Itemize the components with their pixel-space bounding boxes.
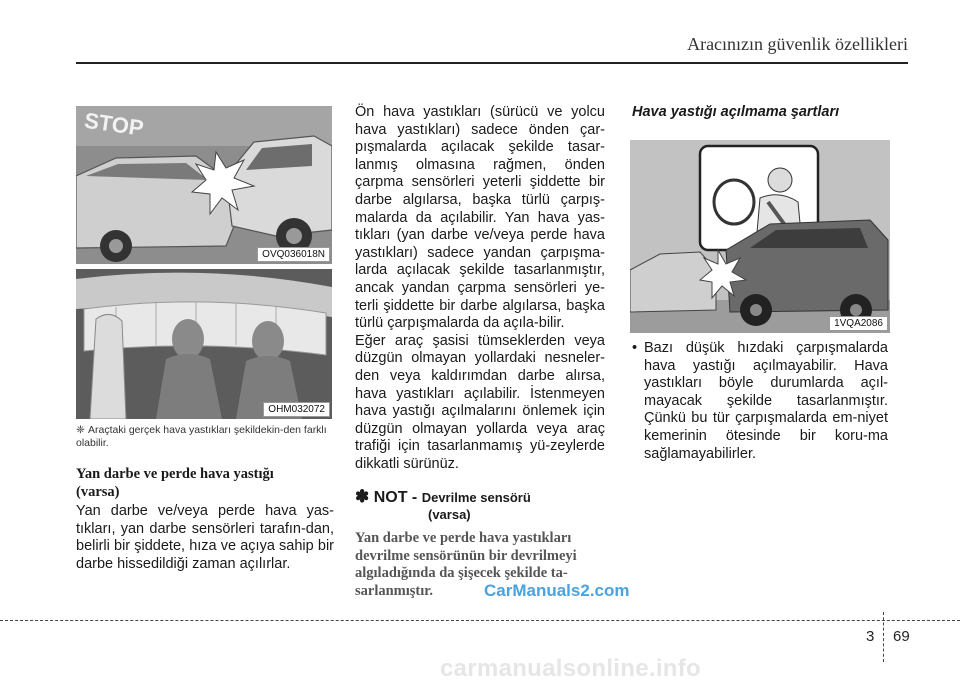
running-header: Aracınızın güvenlik özellikleri [687, 34, 908, 54]
caption-text: Araçtaki gerçek hava yastıkları şekildekin-den farklı olabilir. [76, 424, 327, 449]
site-footer-watermark: carmanualsonline.info [440, 655, 702, 682]
note-title-line2: (varsa) [428, 507, 471, 522]
figure-code: OHM032072 [263, 402, 330, 417]
note-heading [355, 487, 605, 522]
list-item [632, 340, 888, 463]
caption-mark: ❈ [76, 424, 85, 436]
side-impact-figure [76, 106, 332, 264]
curtain-airbag-illustration [76, 269, 332, 419]
bullet-icon: • [632, 340, 638, 356]
note-title-line1: Devrilme sensörü [421, 490, 531, 505]
no-deploy-heading: Hava yastığı açılmama şartları [632, 104, 840, 120]
chapter-number: 3 [866, 628, 875, 645]
footer-divider [0, 620, 960, 621]
chassis-impact-paragraph: Eğer araç şasisi tümseklerden veya düzgün olmayan yollardaki nesneler-den veya kaldırımdan darbe alırsa, hava yastıkları açılabilir. İstenmeyen hava yastığı açılmalarını önlemek için düzgün olmayan yollarda veya araç trafiği için tasarlanmamış yü-zeylerde dikkatli sürünüz. [355, 332, 605, 472]
figure-code: 1VQA2086 [829, 316, 888, 331]
stop-road-marking: STOP [82, 107, 146, 141]
figure-caption [76, 424, 334, 450]
low-speed-collision-figure [630, 140, 890, 333]
note-body: Yan darbe ve perde hava yastıkları devrilme sensörünün bir devrilmeyi algıladığında da şişecek şekilde ta-sarlanmıştır. [355, 530, 577, 599]
middle-column [355, 104, 605, 473]
page-number: 69 [893, 628, 910, 645]
side-impact-illustration [76, 106, 332, 264]
list-item-text: Bazı düşük hızdaki çarpışmalarda hava yastığı açılmayabilir. Hava yastıkları böyle durumlarda açıl-mayacak şekilde tasarlanmıştır. Çünkü bu tür çarpışmalarda em-niyet kemerinin ötesinde bir koru-ma sağlamayabilirler. [644, 340, 888, 462]
figure-code: OVQ036018N [257, 247, 330, 262]
low-speed-collision-illustration [630, 140, 890, 333]
section-heading-line2: (varsa) [76, 484, 120, 500]
watermark-link[interactable]: CarManuals2.com [484, 581, 630, 600]
curtain-airbag-figure [76, 269, 332, 419]
page-number-divider [883, 612, 884, 662]
header-divider [76, 62, 908, 64]
front-airbag-paragraph: Ön hava yastıkları (sürücü ve yolcu hava yastıkları) sadece önden çar-pışmalarda açılacak şekilde tasar-lanmış olmasına rağmen, önden çarpma sensörleri yeterli şiddette bir darbe algılarsa, başka türlü çarpış-malarda da açılabilir. Yan hava yas-tıkları (yan darbe ve/veya perde hava yastıkları) sadece yandan çarpışma-larda açılacak şekilde tasarlanmıştır, ancak yandan çarpma sensörleri ye-terli şiddette bir darbe algılarsa, başka türlü çarpışmalarda da açıla-bilir. [355, 104, 605, 332]
side-airbag-paragraph: Yan darbe ve/veya perde hava yas-tıkları, yan darbe sensörleri tarafın-dan, belirli bir şiddete, hıza ve açıya sahip bir darbe hissedildiği zaman açılırlar. [76, 503, 334, 572]
note-star-icon: ✽ [355, 487, 370, 506]
note-label: NOT - [373, 489, 418, 506]
section-heading-side-airbag [76, 465, 336, 501]
section-heading-line1: Yan darbe ve perde hava yastığı [76, 466, 274, 482]
